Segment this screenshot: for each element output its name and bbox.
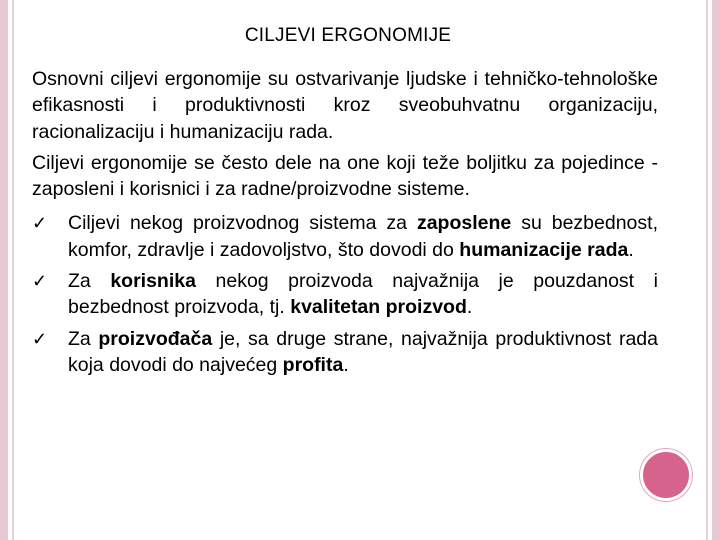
goals-list bbox=[32, 210, 658, 378]
list-item bbox=[32, 210, 658, 263]
right-border-decoration bbox=[712, 0, 720, 540]
bullet-segment: Za bbox=[68, 270, 111, 293]
bullet-segment: Za bbox=[68, 327, 99, 350]
slide-content bbox=[32, 66, 658, 383]
checkmark-icon: ✓ bbox=[32, 271, 48, 292]
bullet-segment: Ciljevi nekog proizvodnog sistema za bbox=[68, 212, 417, 235]
slide-title: CILJEVI ERGONOMIJE bbox=[244, 25, 452, 46]
bullet-segment-bold: humanizacije rada bbox=[459, 238, 629, 261]
list-item bbox=[32, 268, 658, 321]
checkmark-icon: ✓ bbox=[32, 328, 48, 349]
bullet-segment-bold: kvalitetan proizvod bbox=[290, 296, 467, 319]
bullet-segment-bold: proizvođača bbox=[98, 327, 213, 350]
bullet-segment: nekog proizvoda najvažnija je pouzdanost i bezbednost proizvoda, tj. bbox=[68, 270, 658, 319]
goals-paragraph: Ciljevi ergonomije se često dele na one koji teže boljitku za pojedince - zaposleni i korisnici i za radne/proizvodne sisteme. bbox=[32, 151, 658, 201]
right-border-line bbox=[706, 0, 708, 540]
left-border-line bbox=[12, 0, 14, 540]
intro-paragraph bbox=[32, 66, 658, 145]
intro-segment: ciljevi ergonomije bbox=[110, 68, 262, 90]
bullet-segment: . bbox=[343, 353, 349, 376]
bullet-segment: . bbox=[466, 296, 473, 319]
bullet-segment: su bezbednost, komfor, zdravlje i zadovoljstvo, što dovodi do bbox=[68, 212, 658, 261]
list-item bbox=[32, 326, 658, 379]
left-border-decoration bbox=[0, 0, 8, 540]
bullet-segment: . bbox=[628, 238, 634, 261]
checkmark-icon: ✓ bbox=[32, 213, 48, 234]
bullet-segment: je, sa druge strane, najvažnija produktivnost rada koja dovodi do najvećeg bbox=[68, 327, 658, 376]
decorative-circle bbox=[640, 449, 692, 501]
intro-segment: su ostvarivanje ljudske i tehničko-tehnološke efikasnosti i produktivnosti kroz sveobuhvatnu organizaciju, racionalizaciju i humanizaciju rada. bbox=[32, 68, 658, 143]
intro-segment: Osnovni bbox=[32, 68, 111, 90]
bullet-segment-bold: zaposlene bbox=[416, 212, 512, 235]
bullet-segment-bold: korisnika bbox=[110, 270, 196, 293]
bullet-segment-bold: profita bbox=[282, 353, 344, 376]
